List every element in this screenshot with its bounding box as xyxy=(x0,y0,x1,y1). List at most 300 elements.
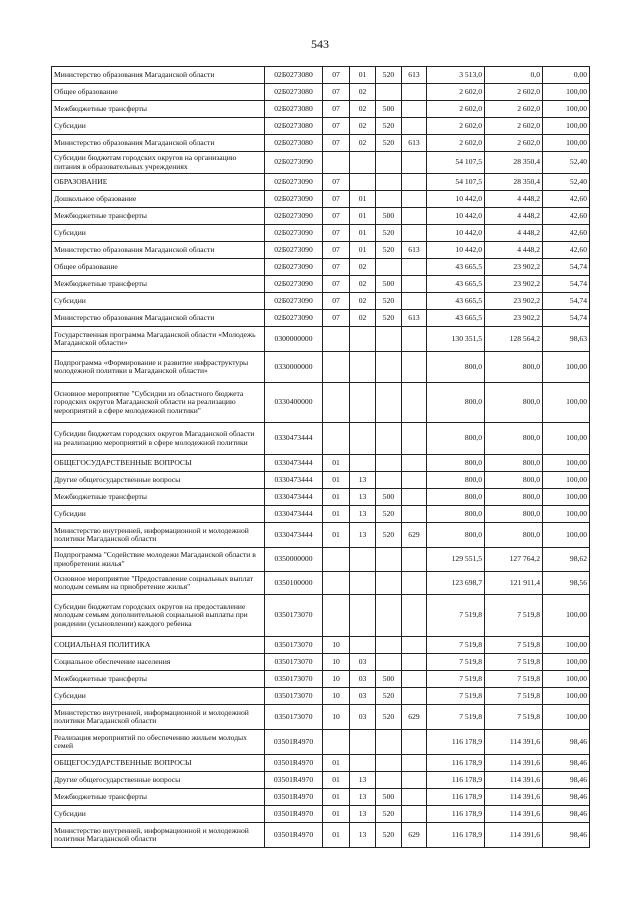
row-plan-amount: 43 665,5 xyxy=(427,293,485,310)
row-section: 01 xyxy=(323,806,350,823)
row-subsection: 02 xyxy=(350,259,376,276)
row-executed-amount: 4 448,2 xyxy=(485,191,543,208)
row-subsection: 02 xyxy=(350,135,376,152)
row-executed-amount: 23 902,2 xyxy=(485,259,543,276)
row-expense-type: 500 xyxy=(376,101,402,118)
row-organization xyxy=(402,118,427,135)
row-executed-amount: 7 519,8 xyxy=(485,705,543,730)
row-execution-percent: 54,74 xyxy=(543,310,590,327)
row-section: 01 xyxy=(323,755,350,772)
row-expense-type: 520 xyxy=(376,506,402,523)
row-section: 07 xyxy=(323,208,350,225)
row-expense-type xyxy=(376,755,402,772)
row-subsection: 13 xyxy=(350,789,376,806)
row-name: Основное мероприятие "Субсидии из областного бюджета городских округов Магаданской области на реализацию мероприятий в сфере молодежной политики" xyxy=(52,383,265,423)
row-expense-type xyxy=(376,84,402,101)
table-row xyxy=(52,506,590,523)
row-executed-amount: 800,0 xyxy=(485,506,543,523)
row-expense-type xyxy=(376,595,402,637)
row-name: Социальное обеспечение населения xyxy=(52,654,265,671)
row-plan-amount: 800,0 xyxy=(427,523,485,548)
row-executed-amount: 800,0 xyxy=(485,455,543,472)
row-executed-amount: 114 391,6 xyxy=(485,730,543,755)
row-execution-percent: 100,00 xyxy=(543,472,590,489)
row-code: 0350173070 xyxy=(265,654,323,671)
row-executed-amount: 2 602,0 xyxy=(485,84,543,101)
row-section xyxy=(323,383,350,423)
row-name: Межбюджетные трансферты xyxy=(52,671,265,688)
row-execution-percent: 98,46 xyxy=(543,823,590,848)
row-subsection xyxy=(350,595,376,637)
row-executed-amount: 800,0 xyxy=(485,383,543,423)
table-row xyxy=(52,705,590,730)
row-execution-percent: 100,00 xyxy=(543,383,590,423)
row-code: 02Б0273090 xyxy=(265,191,323,208)
row-organization: 629 xyxy=(402,823,427,848)
row-section: 01 xyxy=(323,489,350,506)
row-section: 07 xyxy=(323,101,350,118)
row-execution-percent: 54,74 xyxy=(543,276,590,293)
row-name: Другие общегосударственные вопросы xyxy=(52,772,265,789)
row-expense-type: 520 xyxy=(376,293,402,310)
row-execution-percent: 100,00 xyxy=(543,352,590,383)
row-subsection: 13 xyxy=(350,772,376,789)
row-plan-amount: 43 665,5 xyxy=(427,259,485,276)
row-name: Субсидии xyxy=(52,225,265,242)
row-plan-amount: 800,0 xyxy=(427,455,485,472)
row-plan-amount: 2 602,0 xyxy=(427,101,485,118)
row-code: 03501R4970 xyxy=(265,730,323,755)
row-organization xyxy=(402,84,427,101)
row-executed-amount: 23 902,2 xyxy=(485,310,543,327)
row-name: Министерство внутренней, информационной и молодежной политики Магаданской области xyxy=(52,823,265,848)
row-plan-amount: 54 107,5 xyxy=(427,174,485,191)
row-section: 10 xyxy=(323,671,350,688)
row-executed-amount: 121 911,4 xyxy=(485,572,543,595)
row-section: 07 xyxy=(323,259,350,276)
row-executed-amount: 2 602,0 xyxy=(485,118,543,135)
row-expense-type xyxy=(376,191,402,208)
table-row xyxy=(52,84,590,101)
row-executed-amount: 2 602,0 xyxy=(485,135,543,152)
table-row xyxy=(52,671,590,688)
row-section: 07 xyxy=(323,242,350,259)
row-code: 02Б0273090 xyxy=(265,174,323,191)
row-section xyxy=(323,548,350,572)
row-name: ОБЩЕГОСУДАРСТВЕННЫЕ ВОПРОСЫ xyxy=(52,455,265,472)
row-name: Министерство образования Магаданской области xyxy=(52,67,265,84)
row-name: Субсидии бюджетам городских округов Магаданской области на реализацию мероприятий в сфере молодежной политики xyxy=(52,423,265,455)
row-subsection xyxy=(350,152,376,174)
row-execution-percent: 98,46 xyxy=(543,789,590,806)
row-name: Подпрограмма «Формирование и развитие инфраструктуры молодежной политики в Магаданской области» xyxy=(52,352,265,383)
row-plan-amount: 2 602,0 xyxy=(427,118,485,135)
row-executed-amount: 114 391,6 xyxy=(485,755,543,772)
row-executed-amount: 114 391,6 xyxy=(485,823,543,848)
row-executed-amount: 4 448,2 xyxy=(485,242,543,259)
row-code: 0330473444 xyxy=(265,472,323,489)
row-plan-amount: 116 178,9 xyxy=(427,772,485,789)
row-code: 02Б0273090 xyxy=(265,242,323,259)
row-executed-amount: 127 764,2 xyxy=(485,548,543,572)
row-execution-percent: 98,56 xyxy=(543,572,590,595)
row-execution-percent: 54,74 xyxy=(543,259,590,276)
row-execution-percent: 42,60 xyxy=(543,242,590,259)
row-name: Министерство внутренней, информационной и молодежной политики Магаданской области xyxy=(52,523,265,548)
row-execution-percent: 100,00 xyxy=(543,688,590,705)
row-subsection: 03 xyxy=(350,671,376,688)
row-expense-type: 520 xyxy=(376,225,402,242)
table-row xyxy=(52,789,590,806)
row-execution-percent: 42,60 xyxy=(543,208,590,225)
row-expense-type xyxy=(376,637,402,654)
row-executed-amount: 23 902,2 xyxy=(485,276,543,293)
row-expense-type: 520 xyxy=(376,523,402,548)
row-name: Субсидии xyxy=(52,118,265,135)
row-plan-amount: 116 178,9 xyxy=(427,730,485,755)
row-organization xyxy=(402,293,427,310)
row-execution-percent: 98,46 xyxy=(543,772,590,789)
table-row xyxy=(52,637,590,654)
row-expense-type xyxy=(376,327,402,352)
row-name: Реализация мероприятий по обеспечению жильем молодых семей xyxy=(52,730,265,755)
row-subsection: 13 xyxy=(350,489,376,506)
row-subsection xyxy=(350,383,376,423)
row-executed-amount: 0,0 xyxy=(485,67,543,84)
row-organization: 629 xyxy=(402,705,427,730)
row-section: 01 xyxy=(323,789,350,806)
row-plan-amount: 10 442,0 xyxy=(427,242,485,259)
row-section: 07 xyxy=(323,310,350,327)
row-organization: 613 xyxy=(402,310,427,327)
table-row xyxy=(52,730,590,755)
row-subsection: 01 xyxy=(350,191,376,208)
row-code: 0330473444 xyxy=(265,523,323,548)
row-plan-amount: 10 442,0 xyxy=(427,225,485,242)
row-section: 07 xyxy=(323,276,350,293)
row-subsection xyxy=(350,455,376,472)
row-executed-amount: 7 519,8 xyxy=(485,595,543,637)
row-expense-type: 520 xyxy=(376,135,402,152)
row-execution-percent: 100,00 xyxy=(543,595,590,637)
table-row xyxy=(52,208,590,225)
row-name: Министерство образования Магаданской области xyxy=(52,310,265,327)
row-code: 02Б0273080 xyxy=(265,101,323,118)
row-section: 07 xyxy=(323,84,350,101)
row-organization xyxy=(402,208,427,225)
row-subsection: 03 xyxy=(350,654,376,671)
row-plan-amount: 800,0 xyxy=(427,423,485,455)
table-row xyxy=(52,152,590,174)
row-organization xyxy=(402,671,427,688)
row-expense-type: 520 xyxy=(376,705,402,730)
row-section: 07 xyxy=(323,174,350,191)
row-name: Государственная программа Магаданской области «Молодежь Магаданской области» xyxy=(52,327,265,352)
row-organization xyxy=(402,654,427,671)
row-organization xyxy=(402,327,427,352)
row-section: 10 xyxy=(323,688,350,705)
row-organization xyxy=(402,276,427,293)
row-code: 0330400000 xyxy=(265,383,323,423)
row-code: 02Б0273090 xyxy=(265,208,323,225)
table-row xyxy=(52,572,590,595)
row-name: Субсидии бюджетам городских округов на предоставление молодым семьям дополнительной социальной выплаты при рождении (усыновлении) каждого ребенка xyxy=(52,595,265,637)
table-row xyxy=(52,135,590,152)
row-code: 03501R4970 xyxy=(265,789,323,806)
row-expense-type: 520 xyxy=(376,67,402,84)
row-organization xyxy=(402,730,427,755)
row-name: Общее образование xyxy=(52,259,265,276)
table-row xyxy=(52,276,590,293)
row-organization xyxy=(402,152,427,174)
row-code: 02Б0273090 xyxy=(265,152,323,174)
row-name: Другие общегосударственные вопросы xyxy=(52,472,265,489)
row-executed-amount: 2 602,0 xyxy=(485,101,543,118)
row-execution-percent: 100,00 xyxy=(543,135,590,152)
row-executed-amount: 7 519,8 xyxy=(485,671,543,688)
row-execution-percent: 42,60 xyxy=(543,191,590,208)
row-executed-amount: 7 519,8 xyxy=(485,654,543,671)
row-subsection: 01 xyxy=(350,67,376,84)
table-row xyxy=(52,310,590,327)
row-name: Межбюджетные трансферты xyxy=(52,789,265,806)
row-organization: 613 xyxy=(402,135,427,152)
table-row xyxy=(52,174,590,191)
table-row xyxy=(52,772,590,789)
row-name: Субсидии бюджетам городских округов на организацию питания в образовательных учреждениях xyxy=(52,152,265,174)
row-name: Субсидии xyxy=(52,806,265,823)
row-organization xyxy=(402,789,427,806)
row-section: 10 xyxy=(323,705,350,730)
row-executed-amount: 800,0 xyxy=(485,489,543,506)
row-name: Подпрограмма "Содействие молодежи Магаданской области в приобретении жилья" xyxy=(52,548,265,572)
row-section xyxy=(323,152,350,174)
row-organization xyxy=(402,572,427,595)
row-code: 02Б0273090 xyxy=(265,225,323,242)
row-expense-type: 520 xyxy=(376,806,402,823)
row-execution-percent: 100,00 xyxy=(543,118,590,135)
row-organization xyxy=(402,548,427,572)
row-code: 0300000000 xyxy=(265,327,323,352)
row-execution-percent: 98,46 xyxy=(543,730,590,755)
table-body xyxy=(52,67,590,848)
table-row xyxy=(52,118,590,135)
row-executed-amount: 114 391,6 xyxy=(485,806,543,823)
budget-table xyxy=(51,66,590,848)
row-plan-amount: 43 665,5 xyxy=(427,276,485,293)
row-expense-type: 500 xyxy=(376,276,402,293)
row-code: 0350173070 xyxy=(265,705,323,730)
row-plan-amount: 116 178,9 xyxy=(427,755,485,772)
row-organization xyxy=(402,489,427,506)
row-section xyxy=(323,595,350,637)
row-executed-amount: 28 350,4 xyxy=(485,152,543,174)
row-subsection xyxy=(350,572,376,595)
row-subsection: 13 xyxy=(350,472,376,489)
row-plan-amount: 130 351,5 xyxy=(427,327,485,352)
row-executed-amount: 23 902,2 xyxy=(485,293,543,310)
row-subsection: 13 xyxy=(350,806,376,823)
row-organization xyxy=(402,101,427,118)
row-subsection xyxy=(350,174,376,191)
row-executed-amount: 128 564,2 xyxy=(485,327,543,352)
row-code: 03501R4970 xyxy=(265,823,323,848)
table-row xyxy=(52,293,590,310)
table-row xyxy=(52,688,590,705)
row-code: 02Б0273090 xyxy=(265,259,323,276)
row-code: 03501R4970 xyxy=(265,772,323,789)
table-row xyxy=(52,242,590,259)
row-code: 0350100000 xyxy=(265,572,323,595)
row-section: 01 xyxy=(323,472,350,489)
row-plan-amount: 2 602,0 xyxy=(427,84,485,101)
row-expense-type xyxy=(376,455,402,472)
row-executed-amount: 4 448,2 xyxy=(485,225,543,242)
row-organization: 629 xyxy=(402,523,427,548)
row-section: 01 xyxy=(323,455,350,472)
row-execution-percent: 100,00 xyxy=(543,671,590,688)
row-execution-percent: 100,00 xyxy=(543,705,590,730)
row-code: 02Б0273080 xyxy=(265,135,323,152)
row-code: 0350000000 xyxy=(265,548,323,572)
row-execution-percent: 98,46 xyxy=(543,806,590,823)
row-subsection: 02 xyxy=(350,101,376,118)
row-plan-amount: 800,0 xyxy=(427,506,485,523)
row-execution-percent: 100,00 xyxy=(543,654,590,671)
row-plan-amount: 800,0 xyxy=(427,489,485,506)
row-executed-amount: 800,0 xyxy=(485,352,543,383)
row-expense-type xyxy=(376,548,402,572)
row-execution-percent: 100,00 xyxy=(543,637,590,654)
row-subsection: 13 xyxy=(350,523,376,548)
row-executed-amount: 4 448,2 xyxy=(485,208,543,225)
row-code: 0350173070 xyxy=(265,637,323,654)
row-organization xyxy=(402,423,427,455)
row-subsection xyxy=(350,423,376,455)
row-plan-amount: 129 551,5 xyxy=(427,548,485,572)
row-code: 0350173070 xyxy=(265,671,323,688)
row-name: Дошкольное образование xyxy=(52,191,265,208)
row-section: 07 xyxy=(323,118,350,135)
row-plan-amount: 43 665,5 xyxy=(427,310,485,327)
row-expense-type xyxy=(376,772,402,789)
row-expense-type: 520 xyxy=(376,242,402,259)
row-plan-amount: 116 178,9 xyxy=(427,789,485,806)
row-subsection: 03 xyxy=(350,688,376,705)
row-organization xyxy=(402,225,427,242)
row-plan-amount: 800,0 xyxy=(427,352,485,383)
row-code: 0330473444 xyxy=(265,455,323,472)
row-executed-amount: 114 391,6 xyxy=(485,772,543,789)
row-executed-amount: 114 391,6 xyxy=(485,789,543,806)
row-name: ОБРАЗОВАНИЕ xyxy=(52,174,265,191)
row-executed-amount: 800,0 xyxy=(485,423,543,455)
table-row xyxy=(52,806,590,823)
page-number: 543 xyxy=(311,37,329,51)
row-subsection: 02 xyxy=(350,293,376,310)
row-name: Министерство внутренней, информационной и молодежной политики Магаданской области xyxy=(52,705,265,730)
row-plan-amount: 7 519,8 xyxy=(427,671,485,688)
row-execution-percent: 98,62 xyxy=(543,548,590,572)
row-name: СОЦИАЛЬНАЯ ПОЛИТИКА xyxy=(52,637,265,654)
row-code: 0330000000 xyxy=(265,352,323,383)
row-expense-type: 520 xyxy=(376,310,402,327)
row-plan-amount: 116 178,9 xyxy=(427,806,485,823)
table-row xyxy=(52,225,590,242)
row-code: 0330473444 xyxy=(265,506,323,523)
row-section: 01 xyxy=(323,772,350,789)
row-organization xyxy=(402,352,427,383)
row-expense-type: 520 xyxy=(376,118,402,135)
row-organization xyxy=(402,191,427,208)
row-organization xyxy=(402,455,427,472)
row-execution-percent: 52,40 xyxy=(543,152,590,174)
row-execution-percent: 100,00 xyxy=(543,423,590,455)
row-code: 0330473444 xyxy=(265,489,323,506)
row-execution-percent: 52,40 xyxy=(543,174,590,191)
row-subsection: 02 xyxy=(350,310,376,327)
row-code: 0350173070 xyxy=(265,595,323,637)
row-code: 0350173070 xyxy=(265,688,323,705)
row-name: Межбюджетные трансферты xyxy=(52,276,265,293)
row-code: 03501R4970 xyxy=(265,806,323,823)
row-plan-amount: 2 602,0 xyxy=(427,135,485,152)
row-execution-percent: 0,00 xyxy=(543,67,590,84)
row-organization xyxy=(402,259,427,276)
row-plan-amount: 7 519,8 xyxy=(427,637,485,654)
row-expense-type xyxy=(376,352,402,383)
table-row xyxy=(52,67,590,84)
row-section: 10 xyxy=(323,637,350,654)
row-subsection: 02 xyxy=(350,118,376,135)
row-execution-percent: 100,00 xyxy=(543,455,590,472)
row-execution-percent: 42,60 xyxy=(543,225,590,242)
row-plan-amount: 800,0 xyxy=(427,472,485,489)
table-row xyxy=(52,423,590,455)
row-subsection: 01 xyxy=(350,225,376,242)
row-section: 07 xyxy=(323,67,350,84)
row-organization xyxy=(402,174,427,191)
row-expense-type xyxy=(376,423,402,455)
row-expense-type: 500 xyxy=(376,671,402,688)
row-section xyxy=(323,327,350,352)
row-expense-type xyxy=(376,259,402,276)
row-execution-percent: 98,63 xyxy=(543,327,590,352)
table-row xyxy=(52,523,590,548)
row-execution-percent: 54,74 xyxy=(543,293,590,310)
row-organization xyxy=(402,806,427,823)
row-name: Субсидии xyxy=(52,506,265,523)
row-code: 03501R4970 xyxy=(265,755,323,772)
row-code: 02Б0273080 xyxy=(265,84,323,101)
row-name: Министерство образования Магаданской области xyxy=(52,242,265,259)
row-plan-amount: 7 519,8 xyxy=(427,688,485,705)
row-expense-type: 500 xyxy=(376,208,402,225)
table-row xyxy=(52,327,590,352)
row-organization xyxy=(402,383,427,423)
row-subsection xyxy=(350,755,376,772)
row-organization xyxy=(402,688,427,705)
table-row xyxy=(52,489,590,506)
row-code: 0330473444 xyxy=(265,423,323,455)
row-subsection xyxy=(350,730,376,755)
table-row xyxy=(52,654,590,671)
row-section: 07 xyxy=(323,191,350,208)
row-section: 07 xyxy=(323,135,350,152)
row-code: 02Б0273090 xyxy=(265,276,323,293)
row-executed-amount: 7 519,8 xyxy=(485,688,543,705)
row-expense-type xyxy=(376,472,402,489)
